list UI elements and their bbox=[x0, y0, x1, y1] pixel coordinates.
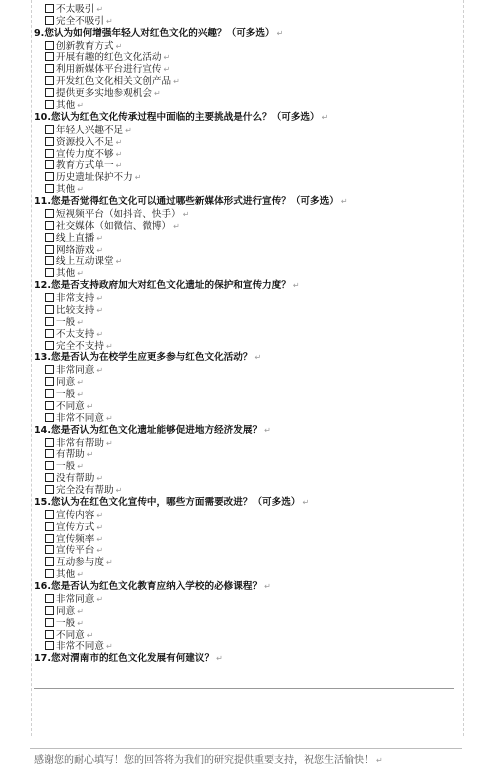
question-title bbox=[34, 196, 462, 209]
option-row[interactable] bbox=[34, 557, 462, 569]
checkbox-icon[interactable] bbox=[45, 160, 54, 169]
option-row[interactable] bbox=[34, 510, 462, 522]
option-row[interactable] bbox=[34, 125, 462, 137]
checkbox-icon[interactable] bbox=[45, 557, 54, 566]
paragraph-mark-icon: ↵ bbox=[216, 654, 223, 664]
checkbox-icon[interactable] bbox=[45, 594, 54, 603]
checkbox-icon[interactable] bbox=[45, 4, 54, 13]
questionnaire-body bbox=[34, 4, 462, 689]
option-row[interactable] bbox=[34, 341, 462, 353]
paragraph-mark-icon: ↵ bbox=[254, 353, 262, 363]
paragraph-mark-icon: ↵ bbox=[340, 197, 348, 207]
option-label: 其他 bbox=[56, 184, 76, 196]
checkbox-icon[interactable] bbox=[45, 88, 54, 97]
option-row[interactable] bbox=[34, 534, 462, 546]
paragraph-mark-icon: ↵ bbox=[321, 112, 329, 122]
option-label: 利用新媒体平台进行宣传 bbox=[56, 64, 162, 76]
paragraph-mark-icon: ↵ bbox=[115, 137, 123, 147]
checkbox-icon[interactable] bbox=[45, 329, 54, 338]
paragraph-mark-icon: ↵ bbox=[163, 65, 171, 75]
option-row[interactable] bbox=[34, 365, 462, 377]
checkbox-icon[interactable] bbox=[45, 245, 54, 254]
paragraph-mark-icon: ↵ bbox=[376, 756, 383, 765]
paragraph-mark-icon: ↵ bbox=[96, 534, 104, 544]
option-label: 有帮助 bbox=[56, 449, 85, 461]
option-row[interactable] bbox=[34, 16, 462, 28]
paragraph-mark-icon: ↵ bbox=[115, 486, 123, 496]
option-label: 不太支持 bbox=[56, 328, 95, 340]
question-text: 17.您对渭南市的红色文化发展有何建议？ bbox=[34, 653, 215, 665]
question-title bbox=[34, 352, 462, 365]
option-label: 短视频平台（如抖音、快手） bbox=[56, 208, 181, 220]
option-label: 一般 bbox=[56, 461, 76, 473]
option-label: 其他 bbox=[56, 268, 76, 280]
option-row[interactable] bbox=[34, 293, 462, 305]
question-text: 13.您是否认为在校学生应更多参与红色文化活动？ bbox=[34, 352, 253, 364]
option-row[interactable] bbox=[34, 305, 462, 317]
checkbox-icon[interactable] bbox=[45, 510, 54, 519]
option-row[interactable] bbox=[34, 160, 462, 172]
option-row[interactable] bbox=[34, 4, 462, 16]
option-label: 其他 bbox=[56, 569, 76, 581]
paragraph-mark-icon: ↵ bbox=[276, 28, 284, 38]
paragraph-mark-icon: ↵ bbox=[96, 366, 104, 376]
option-label: 比较支持 bbox=[56, 304, 95, 316]
paragraph-mark-icon: ↵ bbox=[134, 173, 142, 183]
paragraph-mark-icon: ↵ bbox=[96, 305, 104, 315]
checkbox-icon[interactable] bbox=[45, 172, 54, 181]
paragraph-mark-icon: ↵ bbox=[96, 594, 104, 604]
question-title bbox=[34, 497, 462, 510]
paragraph-mark-icon: ↵ bbox=[96, 546, 104, 556]
checkbox-icon[interactable] bbox=[45, 461, 54, 470]
paragraph-mark-icon: ↵ bbox=[115, 257, 123, 267]
option-label: 开发红色文化相关文创产品 bbox=[56, 76, 172, 88]
option-row[interactable] bbox=[34, 641, 462, 653]
paragraph-mark-icon: ↵ bbox=[264, 582, 271, 592]
option-label: 没有帮助 bbox=[56, 473, 95, 485]
paragraph-mark-icon: ↵ bbox=[115, 161, 123, 171]
option-label: 非常不同意 bbox=[56, 412, 104, 424]
checkbox-icon[interactable] bbox=[45, 149, 54, 158]
option-row[interactable] bbox=[34, 389, 462, 401]
option-row[interactable] bbox=[34, 221, 462, 233]
option-label: 教育方式单一 bbox=[56, 160, 114, 172]
option-row[interactable] bbox=[34, 268, 462, 280]
option-row[interactable] bbox=[34, 137, 462, 149]
paragraph-mark-icon: ↵ bbox=[77, 317, 84, 327]
checkbox-icon[interactable] bbox=[45, 630, 54, 639]
paragraph-mark-icon: ↵ bbox=[173, 77, 180, 87]
question-text: 11.您是否觉得红色文化可以通过哪些新媒体形式进行宣传？（可多选） bbox=[34, 196, 339, 208]
option-label: 互动参与度 bbox=[56, 557, 104, 569]
option-label: 宣传力度不够 bbox=[56, 148, 114, 160]
option-label: 完全没有帮助 bbox=[56, 485, 114, 497]
question-text: 12.您是否支持政府加大对红色文化遗址的保护和宣传力度？ bbox=[34, 280, 291, 292]
question-text: 16.您是否认为红色文化教育应纳入学校的必修课程？ bbox=[34, 581, 263, 593]
option-row[interactable] bbox=[34, 545, 462, 557]
option-row[interactable] bbox=[34, 377, 462, 389]
thank-you-note bbox=[34, 751, 383, 766]
checkbox-icon[interactable] bbox=[45, 41, 54, 50]
option-label: 一般 bbox=[56, 389, 76, 401]
option-label: 其他 bbox=[56, 100, 76, 112]
paragraph-mark-icon: ↵ bbox=[105, 341, 113, 351]
checkbox-icon[interactable] bbox=[45, 137, 54, 146]
option-row[interactable] bbox=[34, 485, 462, 497]
checkbox-icon[interactable] bbox=[45, 100, 54, 109]
option-label: 线上互动课堂 bbox=[56, 256, 114, 268]
paragraph-mark-icon: ↵ bbox=[115, 149, 123, 159]
checkbox-icon[interactable] bbox=[45, 365, 54, 374]
option-row[interactable] bbox=[34, 52, 462, 64]
option-label: 开展有趣的红色文化活动 bbox=[56, 52, 162, 64]
paragraph-mark-icon: ↵ bbox=[96, 245, 104, 255]
option-row[interactable] bbox=[34, 88, 462, 100]
option-row[interactable] bbox=[34, 64, 462, 76]
option-row[interactable] bbox=[34, 172, 462, 184]
option-label: 非常支持 bbox=[56, 293, 95, 304]
paragraph-mark-icon: ↵ bbox=[292, 281, 300, 291]
option-label: 宣传平台 bbox=[56, 545, 95, 557]
option-row[interactable] bbox=[34, 317, 462, 329]
paragraph-mark-icon: ↵ bbox=[86, 450, 94, 460]
option-label: 线上直播 bbox=[56, 232, 95, 244]
option-row[interactable] bbox=[34, 100, 462, 112]
paragraph-mark-icon: ↵ bbox=[115, 41, 123, 51]
checkbox-icon[interactable] bbox=[45, 16, 54, 25]
paragraph-mark-icon: ↵ bbox=[77, 606, 84, 616]
question-title bbox=[34, 28, 462, 41]
paragraph-mark-icon: ↵ bbox=[77, 390, 84, 400]
option-row[interactable] bbox=[34, 630, 462, 642]
option-row[interactable] bbox=[34, 233, 462, 245]
paragraph-mark-icon: ↵ bbox=[105, 413, 113, 423]
paragraph-mark-icon: ↵ bbox=[125, 125, 132, 135]
paragraph-mark-icon: ↵ bbox=[105, 558, 113, 568]
paragraph-mark-icon: ↵ bbox=[77, 378, 84, 388]
checkbox-icon[interactable] bbox=[45, 545, 54, 554]
paragraph-mark-icon: ↵ bbox=[105, 642, 113, 652]
option-label: 不同意 bbox=[56, 629, 85, 641]
checkbox-icon[interactable] bbox=[45, 377, 54, 386]
checkbox-icon[interactable] bbox=[45, 401, 54, 410]
option-row[interactable] bbox=[34, 149, 462, 161]
option-label: 宣传频率 bbox=[56, 533, 95, 545]
option-label: 一般 bbox=[56, 617, 76, 629]
option-label: 宣传内容 bbox=[56, 509, 95, 521]
checkbox-icon[interactable] bbox=[45, 125, 54, 134]
option-row[interactable] bbox=[34, 461, 462, 473]
option-label: 历史遗址保护不力 bbox=[56, 172, 133, 184]
paragraph-mark-icon: ↵ bbox=[173, 221, 180, 231]
checkbox-icon[interactable] bbox=[45, 52, 54, 61]
checkbox-icon[interactable] bbox=[45, 473, 54, 482]
checkbox-icon[interactable] bbox=[45, 413, 54, 422]
paragraph-mark-icon: ↵ bbox=[77, 101, 84, 111]
paragraph-mark-icon: ↵ bbox=[77, 570, 84, 580]
paragraph-mark-icon: ↵ bbox=[264, 425, 271, 435]
question-text: 15.您认为在红色文化宣传中，哪些方面需要改进？（可多选） bbox=[34, 496, 301, 508]
footer-divider bbox=[30, 748, 462, 749]
option-row[interactable] bbox=[34, 401, 462, 413]
checkbox-icon[interactable] bbox=[45, 522, 54, 531]
checkbox-icon[interactable] bbox=[45, 305, 54, 314]
checkbox-icon[interactable] bbox=[45, 293, 54, 302]
checkbox-icon[interactable] bbox=[45, 221, 54, 230]
paragraph-mark-icon: ↵ bbox=[105, 438, 113, 448]
option-label: 提供更多实地参观机会 bbox=[56, 88, 152, 100]
checkbox-icon[interactable] bbox=[45, 485, 54, 494]
answer-blank-line[interactable] bbox=[34, 678, 454, 689]
checkbox-icon[interactable] bbox=[45, 618, 54, 627]
option-row[interactable] bbox=[34, 209, 462, 221]
question-text: 14.您是否认为红色文化遗址能够促进地方经济发展？ bbox=[34, 424, 263, 436]
option-row[interactable] bbox=[34, 245, 462, 257]
question-text: 10.您认为红色文化传承过程中面临的主要挑战是什么？（可多选） bbox=[34, 111, 320, 123]
question-title bbox=[34, 581, 462, 594]
question-title bbox=[34, 425, 462, 438]
option-row[interactable] bbox=[34, 569, 462, 581]
option-row[interactable] bbox=[34, 76, 462, 88]
paragraph-mark-icon: ↵ bbox=[163, 53, 171, 63]
option-row[interactable] bbox=[34, 41, 462, 53]
question-title bbox=[34, 280, 462, 293]
option-label: 非常有帮助 bbox=[56, 437, 104, 449]
option-label: 一般 bbox=[56, 316, 76, 328]
option-row[interactable] bbox=[34, 413, 462, 425]
option-label: 网络游戏 bbox=[56, 244, 95, 256]
paragraph-mark-icon: ↵ bbox=[77, 185, 84, 195]
option-row[interactable] bbox=[34, 594, 462, 606]
margin-guide-right bbox=[463, 0, 464, 736]
paragraph-mark-icon: ↵ bbox=[77, 269, 84, 279]
paragraph-mark-icon: ↵ bbox=[105, 16, 113, 26]
question-title bbox=[34, 112, 462, 125]
option-row[interactable] bbox=[34, 606, 462, 618]
checkbox-icon[interactable] bbox=[45, 233, 54, 242]
option-label: 同意 bbox=[56, 377, 76, 389]
checkbox-icon[interactable] bbox=[45, 389, 54, 398]
paragraph-mark-icon: ↵ bbox=[182, 209, 190, 219]
paragraph-mark-icon: ↵ bbox=[96, 233, 104, 243]
paragraph-mark-icon: ↵ bbox=[96, 329, 104, 339]
checkbox-icon[interactable] bbox=[45, 209, 54, 218]
question-text: 9.您认为如何增强年轻人对红色文化的兴趣？（可多选） bbox=[34, 27, 275, 39]
option-label: 资源投入不足 bbox=[56, 136, 114, 148]
option-label: 社交媒体（如微信、微博） bbox=[56, 220, 172, 232]
paragraph-mark-icon: ↵ bbox=[77, 462, 84, 472]
checkbox-icon[interactable] bbox=[45, 76, 54, 85]
option-label: 不同意 bbox=[56, 400, 85, 412]
option-label: 非常不同意 bbox=[56, 641, 104, 653]
option-row[interactable] bbox=[34, 184, 462, 196]
paragraph-mark-icon: ↵ bbox=[77, 618, 84, 628]
checkbox-icon[interactable] bbox=[45, 606, 54, 615]
option-label: 同意 bbox=[56, 605, 76, 617]
option-label: 完全不支持 bbox=[56, 340, 104, 352]
checkbox-icon[interactable] bbox=[45, 569, 54, 578]
paragraph-mark-icon: ↵ bbox=[96, 522, 104, 532]
option-label: 非常同意 bbox=[56, 365, 95, 377]
option-label: 完全不吸引 bbox=[56, 15, 104, 27]
option-label: 创新教育方式 bbox=[56, 40, 114, 52]
checkbox-icon[interactable] bbox=[45, 641, 54, 650]
option-label: 年轻人兴趣不足 bbox=[56, 124, 124, 136]
thank-you-text: 感谢您的耐心填写！您的回答将为我们的研究提供重要支持，祝您生活愉快！ bbox=[34, 755, 374, 766]
paragraph-mark-icon: ↵ bbox=[153, 89, 161, 99]
margin-guide-left bbox=[31, 0, 32, 736]
option-row[interactable] bbox=[34, 473, 462, 485]
checkbox-icon[interactable] bbox=[45, 184, 54, 193]
checkbox-icon[interactable] bbox=[45, 317, 54, 326]
option-row[interactable] bbox=[34, 449, 462, 461]
paragraph-mark-icon: ↵ bbox=[96, 474, 104, 484]
checkbox-icon[interactable] bbox=[45, 534, 54, 543]
paragraph-mark-icon: ↵ bbox=[96, 294, 104, 303]
checkbox-icon[interactable] bbox=[45, 64, 54, 73]
paragraph-mark-icon: ↵ bbox=[302, 497, 310, 507]
checkbox-icon[interactable] bbox=[45, 256, 54, 265]
checkbox-icon[interactable] bbox=[45, 341, 54, 350]
option-row[interactable] bbox=[34, 256, 462, 268]
checkbox-icon[interactable] bbox=[45, 268, 54, 277]
option-label: 不太吸引 bbox=[56, 4, 95, 15]
question-title bbox=[34, 653, 462, 666]
option-row[interactable] bbox=[34, 438, 462, 450]
option-row[interactable] bbox=[34, 329, 462, 341]
paragraph-mark-icon: ↵ bbox=[86, 630, 94, 640]
option-row[interactable] bbox=[34, 522, 462, 534]
paragraph-mark-icon: ↵ bbox=[86, 401, 94, 411]
checkbox-icon[interactable] bbox=[45, 449, 54, 458]
option-label: 非常同意 bbox=[56, 593, 95, 605]
paragraph-mark-icon: ↵ bbox=[96, 5, 104, 14]
checkbox-icon[interactable] bbox=[45, 438, 54, 447]
paragraph-mark-icon: ↵ bbox=[96, 510, 104, 520]
option-label: 宣传方式 bbox=[56, 521, 95, 533]
option-row[interactable] bbox=[34, 618, 462, 630]
